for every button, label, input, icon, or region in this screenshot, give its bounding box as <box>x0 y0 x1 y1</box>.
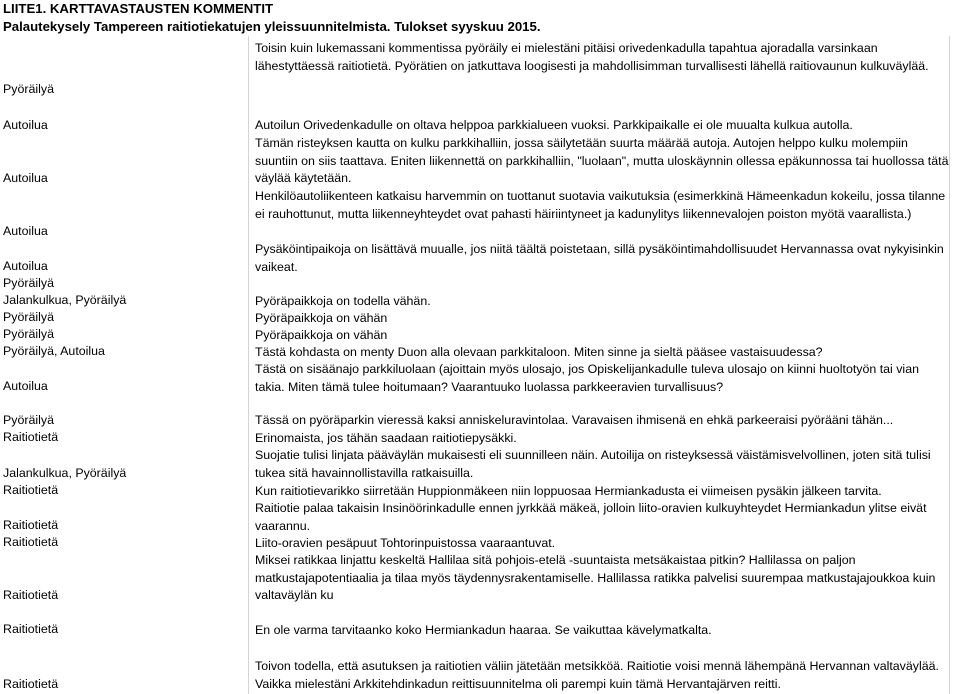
comment-cell: Toivon todella, että asutuksen ja raitiotien väliin jätetään metsikköä. Raitiotie voisi mennä lähempänä Hervannan valtaväylää. Vaikka mielestäni Arkkitehdinkadun reittisuunnitelma oli parempi kuin tämä Hervantajärven reitti. <box>248 658 950 694</box>
comment-cell: Tämän risteyksen kautta on kulku parkkihalliin, jossa säilytetään suurta määrää autoja. Autojen helppo kulku molempiin suuntiin on siis taattava. Eniten liikennettä on parkkihalliin, "luolaan", mutta uloskäynnin ollessa epäkunnossa tai huollossa tätä väylää käytetään. <box>248 135 950 188</box>
category-cell: Raitiotietä <box>3 518 59 533</box>
category-cell: Pyöräilyä <box>3 413 54 428</box>
category-cell: Jalankulkua, Pyöräilyä <box>3 466 127 481</box>
comment-cell: Erinomaista, jos tähän saadaan raitiotiepysäkki. <box>248 430 950 447</box>
category-cell: Jalankulkua, Pyöräilyä <box>3 293 127 308</box>
table-row <box>0 483 960 500</box>
table-row <box>0 605 960 622</box>
comment-cell: Tässä on pyöräparkin vieressä kaksi anniskeluravintolaa. Varavaisen ihmisenä en ehkä parkeeraisi pyörääni tähän... <box>248 396 950 430</box>
comment-cell: Tästä kohdasta on menty Duon alla olevaan parkkitaloon. Miten sinne ja sieltä pääsee vastaisuudessa? <box>248 344 950 361</box>
table-row <box>0 241 960 276</box>
category-cell: Raitiotietä <box>3 483 59 498</box>
category-cell: Autoilua <box>3 259 48 274</box>
comment-cell: Miksei ratikkaa linjattu keskeltä Hallilaa sitä pohjois-etelä -suuntaista metsäkaistaa pitkin? Hallilassa on paljon matkustajapotentiaalia ja tilaa myös täydennysrakentamiselle. Hallilassa ratikka palvelisi suurempaa matkustajajoukkoa kuin valtaväylän ku <box>248 552 950 605</box>
comment-cell: Kun raitiotievarikko siirretään Huppionmäkeen niin loppuosaa Hermiankadusta ei viimeisen pysäkin jälkeen tarvita. <box>248 483 950 500</box>
category-cell: Pyöräilyä, Autoilua <box>3 344 105 359</box>
table-row <box>0 622 960 639</box>
table-row <box>0 552 960 605</box>
document-subtitle: Palautekysely Tampereen raitiotiekatujen yleissuunnitelmista. Tulokset syyskuu 2015. <box>3 19 541 34</box>
comment-cell: Raitiotie palaa takaisin Insinöörinkadulle ennen jyrkkää mäkeä, jolloin liito-oravien kulkuyhteydet Hermiankadun ylitse eivät vaarannu. <box>248 500 950 535</box>
category-cell <box>0 605 248 622</box>
table-row <box>0 430 960 447</box>
category-cell: Raitiotietä <box>3 622 59 637</box>
table-row <box>0 310 960 327</box>
category-cell: Pyöräilyä <box>3 276 54 291</box>
table-row <box>0 639 960 658</box>
comment-cell <box>248 605 950 622</box>
table-row <box>0 658 960 694</box>
table-row <box>0 396 960 430</box>
comment-cell: Liito-oravien pesäpuut Tohtorinpuistossa vaaraantuvat. <box>248 535 950 552</box>
comment-cell: Pyöräpaikkoja on vähän <box>248 327 950 344</box>
table-row <box>0 447 960 483</box>
comment-cell: Pysäköintipaikoja on lisättävä muualle, jos niitä täältä poistetaan, sillä pysäköintimahdollisuudet Hervannassa ovat nykyisinkin vaikeat. <box>248 241 950 276</box>
category-cell: Pyöräilyä <box>3 327 54 342</box>
comment-cell: Tästä on sisäänajo parkkiluolaan (ajoittain myös ulosajo, jos Opiskelijankadulle tuleva ulosajo on kiinni huoltotyön tai vian takia. Miten tämä tulee hoitumaan? Vaarantuuko luolassa parkkeeravien turvallisuus? <box>248 361 950 396</box>
comment-cell: Henkilöautoliikenteen katkaisu harvemmin on tuottanut suotavia vaikutuksia (esimerkkinä Hämeenkadun kokeilu, jossa tilanne ei rauhottunut, mutta liikenneyhteydet ovat pahasti häiriintyneet ja kadunylitys liikennevalojen poiston myötä vaarallista.) <box>248 188 950 241</box>
document-header <box>0 0 960 36</box>
comment-cell <box>248 276 950 293</box>
comment-cell: Toisin kuin lukemassani kommentissa pyöräily ei mielestäni pitäisi orivedenkadulla tapahtua ajoradalla varsinkaan lähestyttäessä raitiotietä. Pyörätien on jatkuttava loogisesti ja mahdollisimman turvallisesti lähellä raitiovaunun kulkuväylää. <box>248 36 950 100</box>
table-row <box>0 327 960 344</box>
comment-cell: Autoilun Orivedenkadulle on oltava helppoa parkkialueen vuoksi. Parkkipaikalle ei ole muualta kulkua autolla. <box>248 100 950 135</box>
category-cell: Autoilua <box>3 379 48 394</box>
comment-cell: En ole varma tarvitaanko koko Hermiankadun haaraa. Se vaikuttaa kävelymatkalta. <box>248 622 950 639</box>
table-row <box>0 293 960 310</box>
category-cell: Autoilua <box>3 224 48 239</box>
table-row <box>0 500 960 535</box>
table-row <box>0 361 960 396</box>
category-cell: Raitiotietä <box>3 535 59 550</box>
category-cell: Raitiotietä <box>3 677 59 692</box>
document-title: LIITE1. KARTTAVASTAUSTEN KOMMENTIT <box>3 1 274 16</box>
table-row <box>0 535 960 552</box>
comment-cell: Pyöräpaikkoja on todella vähän. <box>248 293 950 310</box>
comment-cell <box>248 639 950 658</box>
table-row <box>0 100 960 135</box>
comment-cell: Pyöräpaikkoja on vähän <box>248 310 950 327</box>
category-cell: Autoilua <box>3 118 48 133</box>
comments-table <box>0 36 960 694</box>
table-row <box>0 188 960 241</box>
category-cell <box>0 639 248 658</box>
category-cell: Raitiotietä <box>3 588 59 603</box>
comment-cell: Suojatie tulisi linjata pääväylän mukaisesti eli suunnilleen näin. Autoilija on risteyksessä väistämisvelvollinen, joten sitä tulisi tukea sitä havainnollistavilla ratkaisuilla. <box>248 447 950 483</box>
table-row <box>0 135 960 188</box>
table-row <box>0 276 960 293</box>
table-row <box>0 36 960 100</box>
table-row <box>0 344 960 361</box>
category-cell: Autoilua <box>3 171 48 186</box>
category-cell: Raitiotietä <box>3 430 59 445</box>
category-cell: Pyöräilyä <box>3 82 54 97</box>
category-cell: Pyöräilyä <box>3 310 54 325</box>
